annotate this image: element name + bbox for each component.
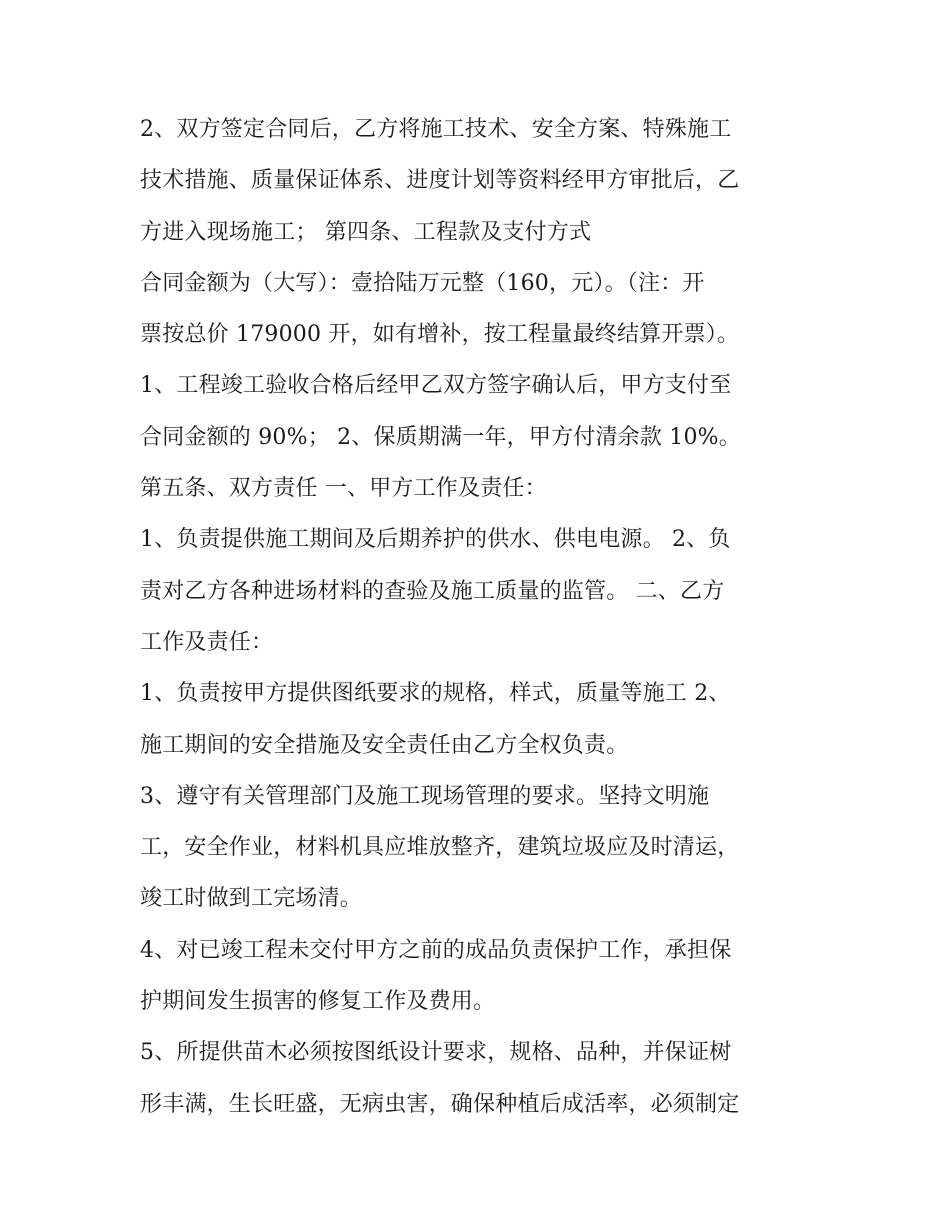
text-line: 第五条、双方责任 一、甲方工作及责任：	[140, 476, 547, 502]
document-body	[140, 104, 820, 1130]
text-line: 合同金额为（大写）：壹拾陆万元整（160，元）。（注：开	[140, 270, 705, 296]
text-line: 3、遵守有关管理部门及施工现场管理的要求。坚持文明施	[140, 783, 710, 809]
text-line: 1、负责提供施工期间及后期养护的供水、供电电源。 2、负	[140, 527, 731, 553]
text-line: 1、工程竣工验收合格后经甲乙双方签字确认后，甲方支付至	[140, 373, 732, 399]
text-line: 技术措施、质量保证体系、进度计划等资料经甲方审批后，乙	[140, 168, 740, 194]
text-line: 工，安全作业，材料机具应堆放整齐，建筑垃圾应及时清运，	[140, 835, 740, 861]
text-line: 1、负责按甲方提供图纸要求的规格，样式，质量等施工 2、	[140, 681, 731, 707]
text-line: 2、双方签定合同后，乙方将施工技术、安全方案、特殊施工	[140, 117, 732, 142]
text-line: 形丰满，生长旺盛，无病虫害，确保种植后成活率，必须制定	[140, 1091, 740, 1117]
text-line: 票按总价 179000 开，如有增补，按工程量最终结算开票）。	[140, 322, 740, 348]
text-line: 4、对已竣工程未交付甲方之前的成品负责保护工作，承担保	[140, 937, 732, 963]
text-line: 5、所提供苗木必须按图纸设计要求，规格、品种，并保证树	[140, 1040, 732, 1066]
text-line: 护期间发生损害的修复工作及费用。	[140, 989, 496, 1015]
text-line: 方进入现场施工； 第四条、工程款及支付方式	[140, 219, 592, 245]
text-line: 责对乙方各种进场材料的查验及施工质量的监管。 二、乙方	[140, 578, 725, 604]
text-line: 工作及责任：	[140, 629, 274, 655]
text-line: 施工期间的安全措施及安全责任由乙方全权负责。	[140, 732, 629, 758]
text-line: 合同金额的 90%； 2、保质期满一年，甲方付清余款 10%。	[140, 424, 741, 450]
text-line: 竣工时做到工完场清。	[140, 886, 363, 912]
